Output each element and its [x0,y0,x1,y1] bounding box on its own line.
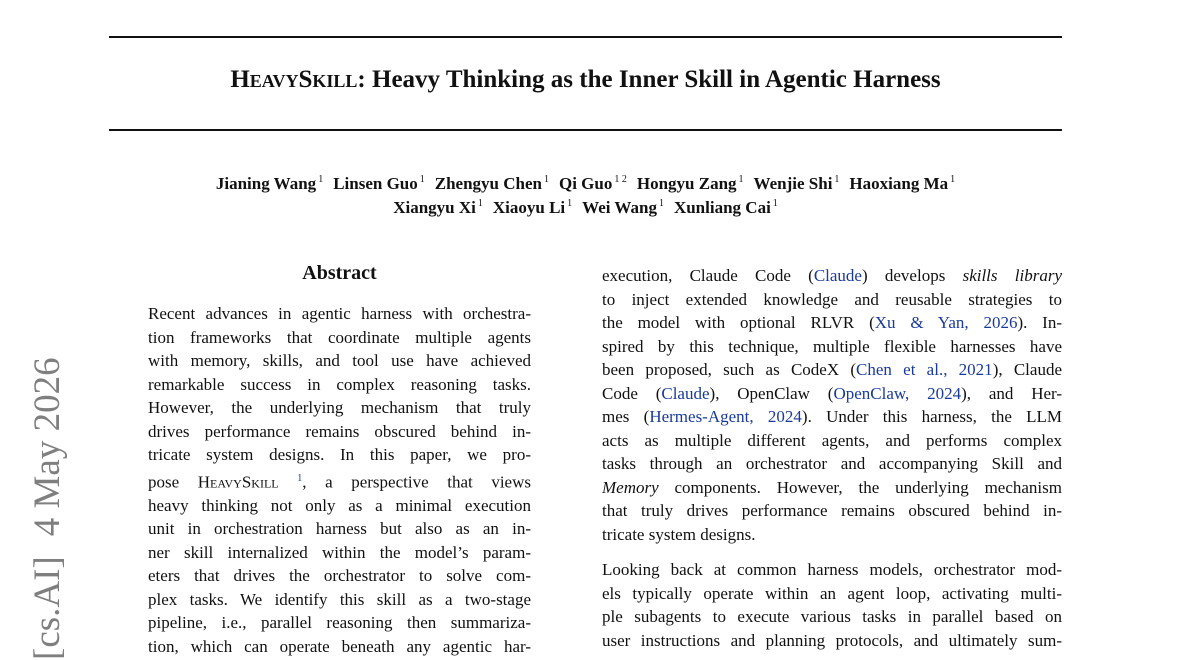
system-name: HeavySkill [197,472,279,492]
intro-line: Memory components. However, the underlying mechanism [602,477,1062,497]
arxiv-stamp [26,357,69,660]
author-list-line1 [109,174,1062,194]
intro-line: ple subagents to execute various tasks in parallel based on [602,607,1062,626]
author-name: Xiangyu Xi $^1$ [393,198,483,217]
abstract-line-system-name: pose HeavySkill $^1$, a perspective that views [148,472,531,492]
abstract-line: unit in orchestration harness but also as an in- [148,519,531,539]
intro-line: the model with optional RLVR (Xu & Yan, 2026). In- [602,313,1063,332]
intro-line: that truly drives performance remains obscured behind in- [602,501,1062,520]
affiliation-marker: 1 [834,174,840,186]
citation-link[interactable]: Claude [813,266,862,285]
affiliation-marker: 1 [950,174,956,186]
citation-link[interactable]: Claude [661,383,710,403]
author-list-line2 [109,198,1062,218]
affiliation-marker: 1 2 [614,174,627,186]
arxiv-category: [cs.AI] [27,556,68,660]
author-name: Qi Guo $^{1 2}$ [558,174,627,193]
author-name: Xunliang Cai $^1$ [673,198,778,217]
intro-line: been proposed, such as CodeX (Chen et al., 2021), Claude [602,360,1062,379]
abstract-line: However, the underlying mechanism that truly [148,398,531,417]
author-name: Hongyu Zang $^1$ [636,174,744,193]
title-rest: : Heavy Thinking as the Inner Skill in Agentic Harness [357,66,941,93]
abstract-line: pipeline, i.e., parallel reasoning then summariza- [148,613,531,633]
title-rule-top [109,36,1062,38]
intro-line: tricate system designs. [602,524,756,544]
title-rule-bottom [109,129,1062,131]
intro-line: tasks through an orchestrator and accompanying Skill and [602,454,1062,473]
title-system-name: HeavySkill [230,66,358,93]
citation-link[interactable]: Hermes-Agent, 2024 [649,407,802,426]
abstract-line: drives performance remains obscured behind in- [148,421,531,441]
intro-line: execution, Claude Code (Claude) develops skills library [602,266,1063,285]
abstract-line: heavy thinking not only as a minimal execution [148,495,531,515]
footnote-marker[interactable]: 1 [297,472,303,484]
abstract-line: remarkable success in complex reasoning tasks. [148,374,531,394]
author-name: Xiaoyu Li $^1$ [492,198,573,217]
intro-line: Looking back at common harness models, orchestrator mod- [602,560,1062,579]
affiliation-marker: 1 [567,198,573,210]
author-name: Haoxiang Ma $^1$ [849,174,956,193]
intro-line: mes (Hermes-Agent, 2024). Under this harness, the LLM [602,407,1063,426]
intro-line: els typically operate within an agent loop, activating multi- [602,583,1062,603]
intro-line: user instructions and planning protocols, and ultimately sum- [602,630,1062,650]
arxiv-date: 4 May 2026 [27,357,68,537]
abstract-heading: Abstract [302,262,377,284]
paper-title [109,66,1062,94]
introduction-body [602,264,1062,652]
affiliation-marker: 1 [419,174,425,186]
abstract-body [148,302,531,658]
citation-link[interactable]: Xu & Yan, 2026 [874,313,1018,332]
affiliation-marker: 1 [477,198,483,210]
abstract-line: tricate system designs. In this paper, we pro- [148,445,531,464]
citation-link[interactable]: Chen et al., 2021 [856,360,993,379]
abstract-line: ner skill internalized within the model’s param- [148,542,531,562]
author-name: Wei Wang $^1$ [582,198,664,217]
abstract-line: plex tasks. We identify this skill as a two-stage [148,589,531,609]
abstract-line: Recent advances in agentic harness with orchestra- [148,304,531,323]
affiliation-marker: 1 [658,198,664,210]
citation-link[interactable]: OpenClaw, 2024 [833,383,962,403]
intro-line: spired by this technique, multiple flexible harnesses have [602,336,1062,356]
affiliation-marker: 1 [318,174,324,186]
author-name: Jianing Wang $^1$ [215,174,324,193]
author-name: Zhengyu Chen $^1$ [434,174,549,193]
intro-line: Code (Claude), OpenClaw (OpenClaw, 2024), and Her- [602,383,1063,403]
affiliation-marker: 1 [772,198,778,210]
abstract-line: with memory, skills, and tool use have achieved [148,351,531,370]
affiliation-marker: 1 [738,174,744,186]
author-name: Wenjie Shi $^1$ [753,174,840,193]
author-name: Linsen Guo $^1$ [333,174,425,193]
intro-line: to inject extended knowledge and reusable strategies to [602,289,1062,309]
abstract-line: eters that drives the orchestrator to solve com- [148,566,531,586]
intro-line: acts as multiple different agents, and performs complex [602,430,1062,450]
abstract-line: tion, which can operate beneath any agentic har- [148,636,531,656]
affiliation-marker: 1 [543,174,549,186]
abstract-line: tion frameworks that coordinate multiple agents [148,327,531,347]
